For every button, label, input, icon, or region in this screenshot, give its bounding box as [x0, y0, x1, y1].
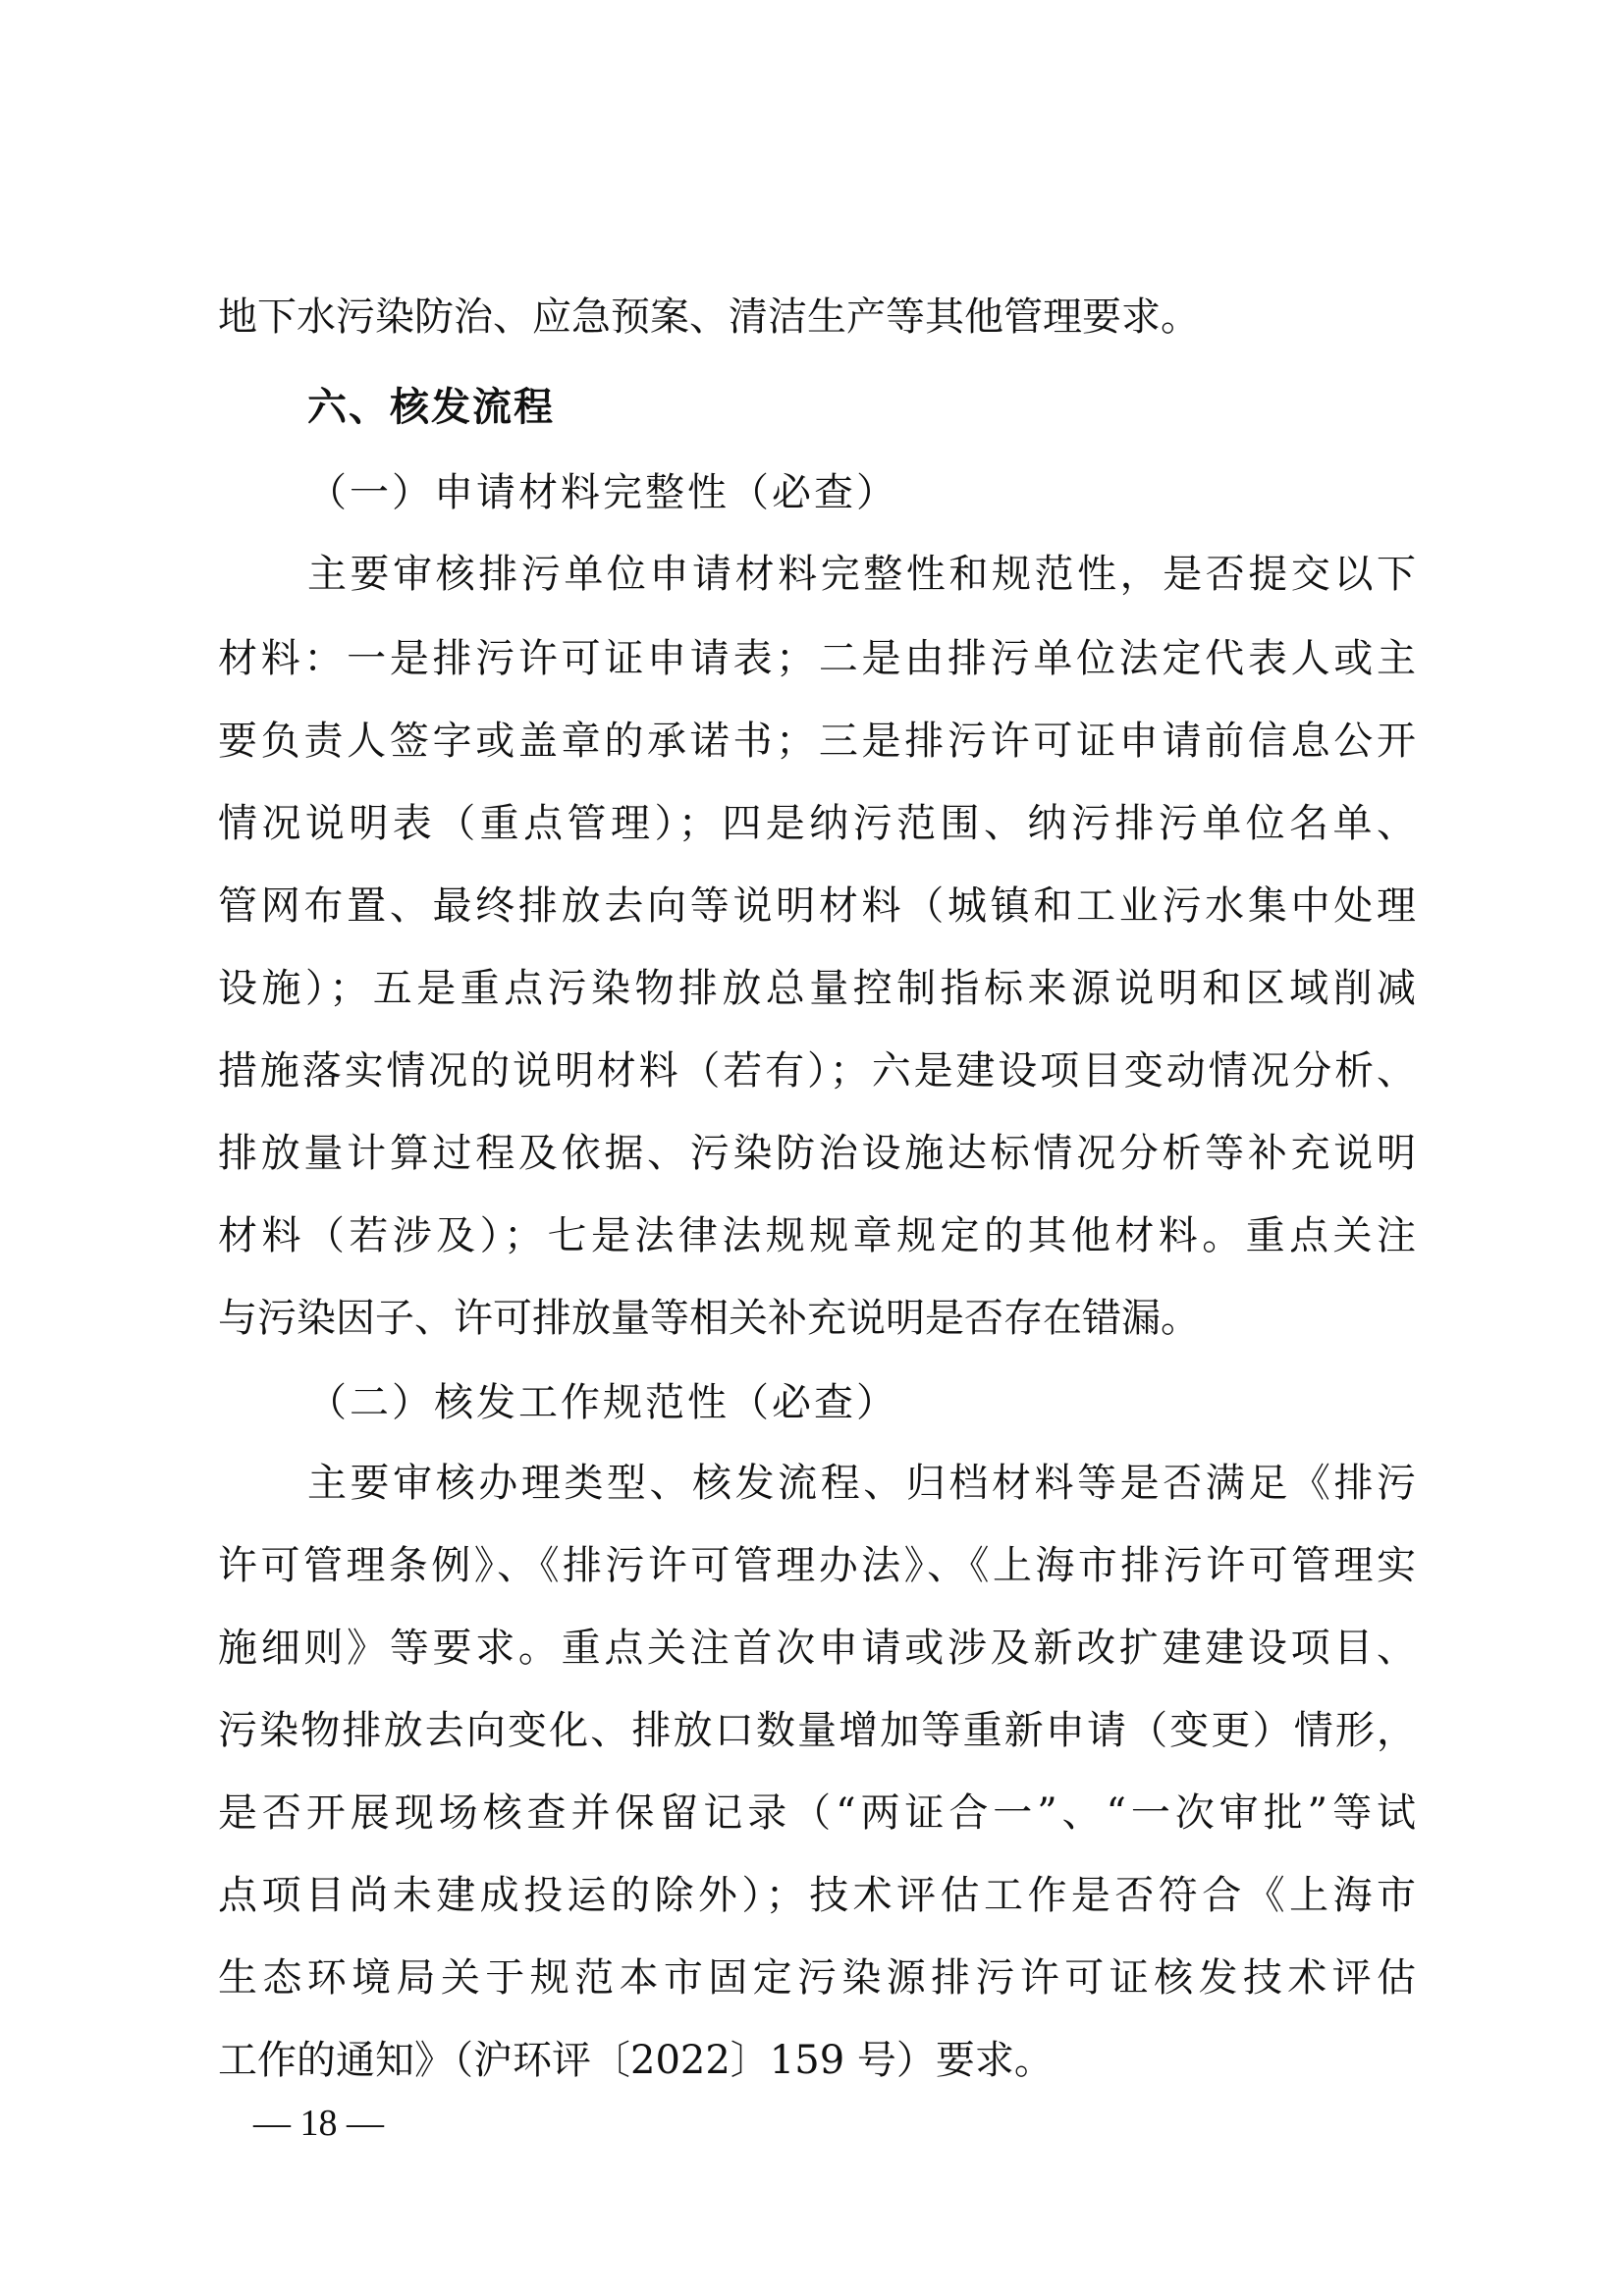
paragraph-line: 污染物排放去向变化、排放口数量增加等重新申请（变更）情形，	[218, 1708, 1416, 1753]
subheading-issuance-standardization: （二）核发工作规范性（必查）	[307, 1380, 898, 1425]
paragraph-line: 工作的通知》（沪环评〔2022〕159 号）要求。	[218, 2038, 1054, 2083]
paragraph-line: 措施落实情况的说明材料（若有）；六是建设项目变动情况分析、	[218, 1048, 1416, 1094]
subheading-materials-completeness: （一）申请材料完整性（必查）	[307, 470, 898, 515]
paragraph-line: 主要审核排污单位申请材料完整性和规范性，是否提交以下	[307, 552, 1416, 597]
paragraph-line: 点项目尚未建成投运的除外）；技术评估工作是否符合《上海市	[218, 1873, 1416, 1918]
paragraph-line: 施细则》等要求。重点关注首次申请或涉及新改扩建建设项目、	[218, 1626, 1416, 1671]
paragraph-line: 设施）；五是重点污染物排放总量控制指标来源说明和区域削减	[218, 966, 1416, 1011]
paragraph-line: 地下水污染防治、应急预案、清洁生产等其他管理要求。	[218, 294, 1200, 340]
paragraph-line: 与污染因子、许可排放量等相关补充说明是否存在错漏。	[218, 1296, 1200, 1341]
section-heading: 六、核发流程	[307, 385, 555, 430]
paragraph-line: 要负责人签字或盖章的承诺书；三是排污许可证申请前信息公开	[218, 719, 1416, 764]
paragraph-line: 排放量计算过程及依据、污染防治设施达标情况分析等补充说明	[218, 1131, 1416, 1176]
page-number: — 18 —	[253, 2103, 384, 2144]
paragraph-line: 管网布置、最终排放去向等说明材料（城镇和工业污水集中处理	[218, 883, 1416, 929]
paragraph-line: 生态环境局关于规范本市固定污染源排污许可证核发技术评估	[218, 1955, 1416, 2001]
paragraph-line: 是否开展现场核查并保留记录（“两证合一”、“一次审批”等试	[218, 1790, 1416, 1836]
paragraph-line: 许可管理条例》、《排污许可管理办法》、《上海市排污许可管理实	[218, 1543, 1416, 1588]
paragraph-line: 情况说明表（重点管理）；四是纳污范围、纳污排污单位名单、	[218, 801, 1416, 846]
paragraph-line: 材料：一是排污许可证申请表；二是由排污单位法定代表人或主	[218, 636, 1416, 681]
paragraph-line: 主要审核办理类型、核发流程、归档材料等是否满足《排污	[307, 1461, 1416, 1506]
paragraph-line: 材料（若涉及）；七是法律法规规章规定的其他材料。重点关注	[218, 1213, 1416, 1258]
